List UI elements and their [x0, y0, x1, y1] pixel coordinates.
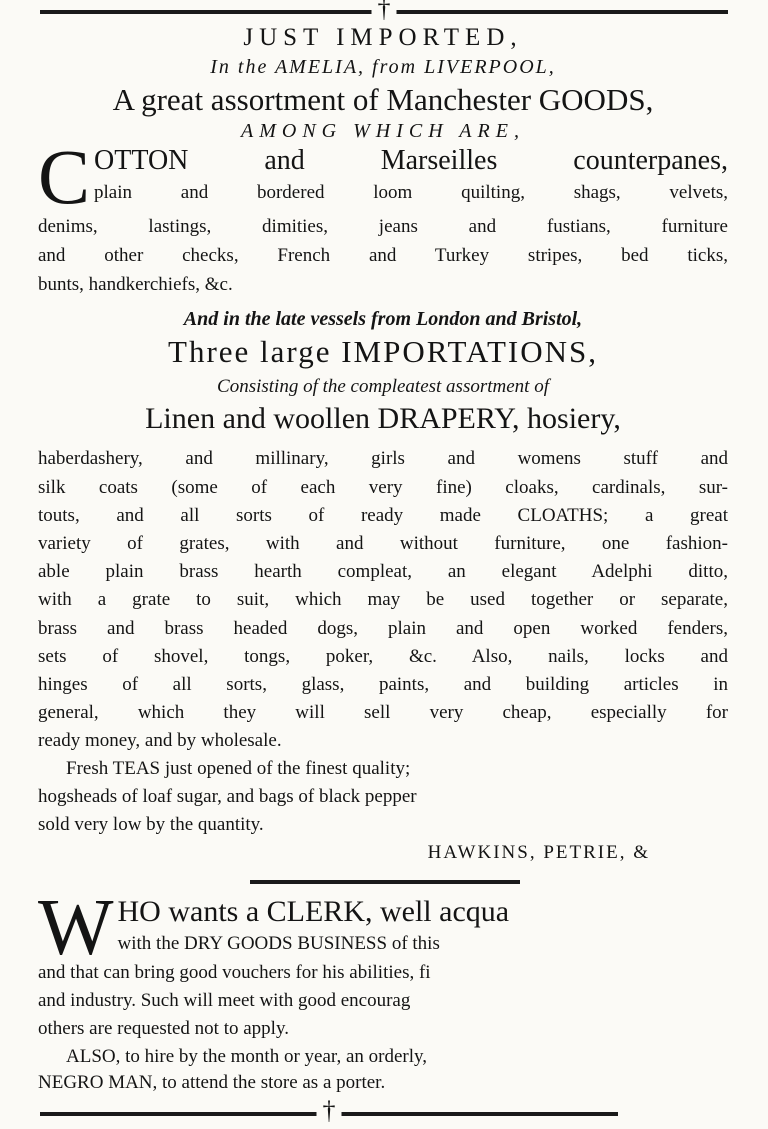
ad1-among: AMONG WHICH ARE,: [241, 120, 525, 142]
ad1-importations: Three large IMPORTATIONS,: [168, 334, 598, 369]
ad1-drop-cap: C: [38, 144, 91, 214]
ad1-body-line: silk coats (some of each very fine) cloaks, cardinals, sur-: [38, 477, 728, 498]
ad1-consisting: Consisting of the compleatest assortment of: [217, 376, 549, 397]
ad1-body-line: variety of grates, with and without furniture, one fashion-: [38, 533, 728, 554]
ad1-drapery-line: Linen and woollen DRAPERY, hosiery,: [145, 402, 621, 435]
ad2-line: and industry. Such will meet with good encourag: [38, 990, 411, 1011]
section-divider: [250, 880, 520, 884]
ad1-body-line: haberdashery, and millinary, girls and womens stuff and: [38, 448, 728, 469]
ad2-line: others are requested not to apply.: [38, 1018, 289, 1039]
ad1-body-line: touts, and all sorts of ready made CLOATHS; a great: [38, 505, 728, 526]
ad1-signature: HAWKINS, PETRIE, &: [427, 842, 650, 863]
ad2-drop-cap: W: [38, 894, 114, 958]
ad1-list-line: bunts, handkerchiefs, &c.: [38, 274, 233, 295]
ad1-body-line: hinges of all sorts, glass, paints, and building articles in: [38, 674, 728, 695]
ad2-line: NEGRO MAN, to attend the store as a porter.: [38, 1072, 386, 1093]
ad1-list-line: plain and bordered loom quilting, shags, velvets,: [94, 182, 728, 203]
top-rule: [40, 0, 728, 23]
bottom-rule: [40, 1096, 618, 1125]
ad1-list-line: OTTON and Marseilles counterpanes,: [94, 145, 728, 176]
ad2-line: ALSO, to hire by the month or year, an orderly,: [66, 1046, 428, 1067]
ad2-first: [38, 894, 652, 958]
ad1-teas-line: hogsheads of loaf sugar, and bags of black pepper: [38, 786, 417, 807]
dagger-ornament: †: [372, 0, 397, 22]
dagger-ornament: †: [317, 1098, 342, 1124]
ad2-first-line: HO wants a CLERK, well acqua: [117, 895, 510, 928]
ad1-list-first: [38, 144, 728, 214]
ad1-teas-line: Fresh TEAS just opened of the finest quality;: [66, 758, 411, 779]
ad1-list-line: and other checks, French and Turkey stripes, bed ticks,: [38, 245, 728, 266]
ad2-line: with the DRY GOODS BUSINESS of this: [117, 933, 440, 954]
ad1-body-line: brass and brass headed dogs, plain and open worked fenders,: [38, 618, 728, 639]
ad1-list-line: denims, lastings, dimities, jeans and fustians, furniture: [38, 216, 728, 237]
ad1-body-line: general, which they will sell very cheap, especially for: [38, 702, 728, 723]
ad1-title: A great assortment of Manchester GOODS,: [112, 82, 654, 117]
ad1-body-line: with a grate to suit, which may be used together or separate,: [38, 589, 728, 610]
ad1-body-line: sets of shovel, tongs, poker, &c. Also, nails, locks and: [38, 646, 728, 667]
ad1-late-vessels: And in the late vessels from London and Bristol,: [183, 308, 583, 330]
ad2-line: and that can bring good vouchers for his abilities, fi: [38, 962, 431, 983]
ad1-headline: JUST IMPORTED,: [243, 24, 523, 51]
ad1-body-line: ready money, and by wholesale.: [38, 730, 282, 751]
ad1-ship-line: In the AMELIA, from LIVERPOOL,: [210, 56, 556, 78]
ad1-body-line: able plain brass hearth compleat, an elegant Adelphi ditto,: [38, 561, 728, 582]
ad1-teas-line: sold very low by the quantity.: [38, 814, 264, 835]
